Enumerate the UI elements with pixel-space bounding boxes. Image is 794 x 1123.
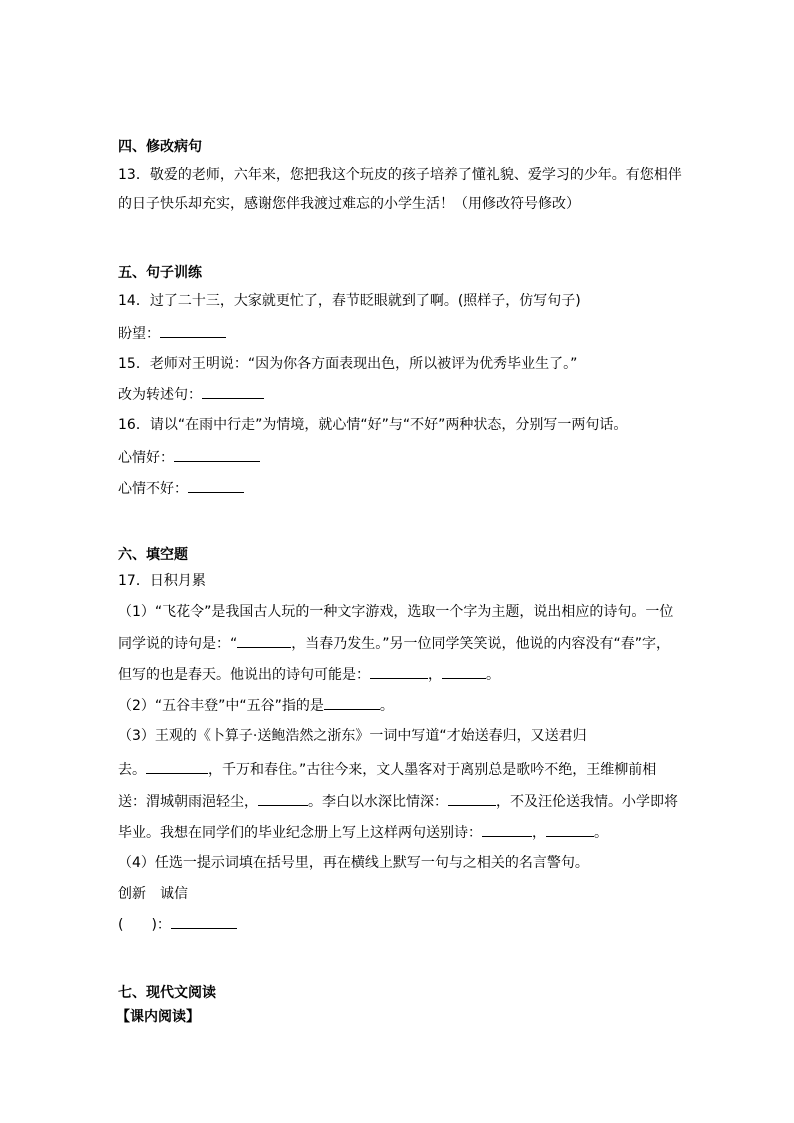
part-1-blank-2[interactable]	[370, 664, 428, 679]
part-1-blank-3[interactable]	[442, 664, 486, 679]
part-3-text-c: 送：渭城朝雨浥轻尘，	[118, 794, 258, 810]
part-3-text-h: 。	[594, 825, 608, 841]
part-3-blank-1[interactable]	[146, 759, 208, 774]
question-17-part-4: （4）任选一提示词填在括号里，再在横线上默写一句与之相关的名言警句。	[118, 855, 589, 871]
question-14-answer-row	[118, 323, 226, 344]
question-13-line-2: 的日子快乐却充实，感谢您伴我渡过难忘的小学生活！（用修改符号修改）	[118, 196, 580, 212]
question-17-part-2	[118, 695, 394, 716]
section-heading-fill-in-blanks: 六、填空题	[118, 547, 188, 563]
part-4-answer-blank[interactable]	[171, 914, 237, 929]
question-17-hint-words: 创新 诚信	[118, 886, 188, 902]
part-3-blank-2[interactable]	[258, 791, 308, 806]
question-17-title: 17．日积月累	[118, 573, 206, 589]
subheading-in-class-reading: 【课内阅读】	[116, 1009, 200, 1025]
part-3-text-e: ，不及汪伦送我情。小学即将	[496, 794, 678, 810]
question-15-answer-label: 改为转述句：	[118, 387, 202, 403]
question-15: 15．老师对王明说：“因为你各方面表现出色，所以被评为优秀毕业生了。”	[118, 356, 578, 372]
question-17-part-3-line-2	[118, 759, 656, 780]
question-14-answer-blank[interactable]	[160, 323, 226, 338]
question-16-good-label: 心情好：	[118, 450, 174, 466]
question-16-bad-label: 心情不好：	[118, 481, 188, 497]
question-16-good-row	[118, 447, 260, 468]
part-3-blank-4[interactable]	[482, 822, 532, 837]
question-15-answer-row	[118, 384, 264, 405]
question-17-part-1-line-3	[118, 664, 500, 685]
question-16-bad-row	[118, 478, 244, 499]
question-15-answer-blank[interactable]	[202, 384, 264, 399]
question-17-part-1-line-1: （1）“飞花令”是我国古人玩的一种文字游戏，选取一个字为主题，说出相应的诗句。一位	[118, 604, 674, 620]
section-heading-sentence-training: 五、句子训练	[118, 265, 202, 281]
part-1-text-c: 但写的也是春天。他说出的诗句可能是：	[118, 667, 370, 683]
part-1-text-b: ，当春乃发生。”另一位同学笑笑说，他说的内容没有“春”字，	[291, 636, 671, 652]
section-heading-revise-sentences: 四、修改病句	[118, 139, 202, 155]
question-16-bad-blank[interactable]	[188, 478, 244, 493]
part-2-text-a: （2）“五谷丰登”中“五谷”指的是	[118, 698, 324, 714]
part-3-text-g: ，	[532, 825, 546, 841]
question-17-part-3-line-4	[118, 822, 608, 843]
part-3-blank-5[interactable]	[546, 822, 594, 837]
part-1-text-d: ，	[428, 667, 442, 683]
question-17-part-3-line-3	[118, 791, 678, 812]
part-3-text-b: ，千万和春住。”古往今来，文人墨客对于离别总是歌吟不绝，王维柳前相	[208, 762, 657, 778]
part-3-text-d: 。李白以水深比情深：	[308, 794, 448, 810]
question-14-answer-label: 盼望：	[118, 326, 160, 342]
question-16: 16．请以“在雨中行走”为情境，就心情“好”与“不好”两种状态，分别写一两句话。	[118, 417, 628, 433]
part-3-blank-3[interactable]	[448, 791, 496, 806]
part-1-text-a: 同学说的诗句是：“	[118, 636, 238, 652]
part-1-blank-1[interactable]	[237, 633, 291, 648]
part-2-blank[interactable]	[324, 695, 380, 710]
section-heading-modern-reading: 七、现代文阅读	[118, 985, 216, 1001]
question-17-part-4-answer-row	[118, 914, 237, 935]
question-17-part-3-line-1: （3）王观的《卜算子·送鲍浩然之浙东》一词中写道“才始送春归，又送君归	[118, 728, 587, 744]
question-17-part-1-line-2	[118, 633, 670, 654]
part-1-text-e: 。	[486, 667, 500, 683]
question-13-line-1: 13．敬爱的老师，六年来，您把我这个玩皮的孩子培养了懂礼貌、爱学习的少年。有您相伴	[118, 167, 682, 183]
part-3-text-a: 去。	[118, 762, 146, 778]
question-16-good-blank[interactable]	[174, 447, 260, 462]
question-14: 14．过了二十三，大家就更忙了，春节眨眼就到了啊。(照样子，仿写句子)	[118, 293, 581, 309]
part-4-bracket-label: ( )：	[118, 917, 171, 933]
part-3-text-f: 毕业。我想在同学们的毕业纪念册上写上这样两句送别诗：	[118, 825, 482, 841]
part-2-text-b: 。	[379, 698, 394, 714]
